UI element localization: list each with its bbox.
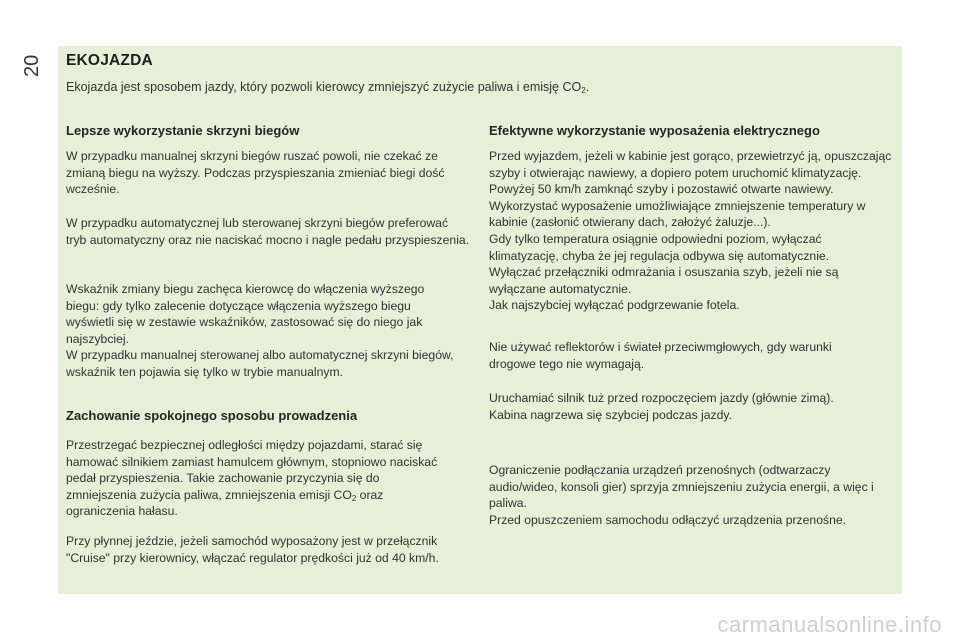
electrical-line: Wykorzystać wyposażenie umożliwiające zmniejszenie temperatury w kabinie (zasłonić otwierany dach, założyć żaluzje...). bbox=[489, 198, 866, 230]
gear-indicator-note: W przypadku manualnej sterowanej albo automatycznej skrzyni biegów, wskaźnik ten pojawia się tylko w trybie manualnym. bbox=[66, 348, 454, 379]
devices-line: Przed opuszczeniem samochodu odłączyć urządzenia przenośne. bbox=[489, 512, 847, 527]
electrical-line: Wyłączać przełączniki odmrażania i osuszania szyb, jeżeli nie są wyłączane automatycznie. bbox=[489, 265, 839, 296]
devices-paragraph bbox=[489, 462, 894, 528]
section-heading-gearbox: Lepsze wykorzystanie skrzyni biegów bbox=[66, 123, 300, 138]
driving-paragraph-1: Przestrzegać bezpiecznej odległości między pojazdami, starać się hamować silnikiem zamiast hamulcem głównym, stopniowo naciskać pedał przyspieszenia. Takie zachowanie przyczynia się do zmniejszenia zużycia paliwa, zmniejszenia emisji $CO_2$ oraz ograniczenia hałasu. bbox=[66, 438, 438, 519]
electrical-line: Jak najszybciej wyłączać podgrzewanie fotela. bbox=[489, 298, 740, 313]
lights-paragraph: Nie używać reflektorów i świateł przeciwmgłowych, gdy warunki drogowe tego nie wymagają. bbox=[489, 340, 832, 371]
gearbox-paragraph-1: W przypadku manualnej skrzyni biegów ruszać powoli, nie czekać ze zmianą biegu na wyższy. Podczas przyspieszania zmieniać biegi dość wcześnie. bbox=[66, 149, 445, 197]
intro-text: Ekojazda jest sposobem jazdy, który pozwoli kierowcy zmniejszyć zużycie paliwa i emisję $CO_2$. bbox=[66, 80, 590, 95]
gearbox-paragraph-3 bbox=[66, 281, 456, 381]
devices-line: Ograniczenie podłączania urządzeń przenośnych (odtwarzaczy audio/wideo, konsoli gier) sprzyja zmniejszeniu zużycia energii, a więc i paliwa. bbox=[489, 463, 874, 511]
section-heading-electrical: Efektywne wykorzystanie wyposażenia elektrycznego bbox=[489, 123, 820, 138]
page-title: EKOJAZDA bbox=[66, 52, 153, 69]
gear-indicator-text: Wskaźnik zmiany biegu zachęca kierowcę do włączenia wyższego biegu: gdy tylko zalecenie dotyczące włączenia wyższego biegu wyświetli się w zestawie wskaźników, zastosować się do niego jak najszybciej. bbox=[66, 282, 425, 346]
page-number: 20 bbox=[21, 54, 43, 77]
section-heading-driving: Zachowanie spokojnego sposobu prowadzenia bbox=[66, 408, 358, 423]
electrical-line: Gdy tylko temperatura osiągnie odpowiedni poziom, wyłączać klimatyzację, chyba że jej regulacja odbywa się automatycznie. bbox=[489, 231, 830, 263]
engine-start-line: Uruchamiać silnik tuż przed rozpoczęciem jazdy (głównie zimą). bbox=[489, 391, 834, 405]
driving-paragraph-2: Przy płynnej jeździe, jeżeli samochód wyposażony jest w przełącznik "Cruise" przy kierownicy, włączać regulator prędkości już od 40 km/h. bbox=[66, 534, 439, 565]
electrical-paragraph-1 bbox=[489, 148, 894, 314]
engine-start-line: Kabina nagrzewa się szybciej podczas jazdy. bbox=[489, 407, 732, 422]
watermark: carmanualsonline.info bbox=[717, 612, 942, 637]
electrical-line: Przed wyjazdem, jeżeli w kabinie jest gorąco, przewietrzyć ją, opuszczając szyby i otwierając nawiewy, a dopiero potem uruchomić klimatyzację. bbox=[489, 149, 892, 180]
electrical-line: Powyżej 50 km/h zamknąć szyby i pozostawić otwarte nawiewy. bbox=[489, 182, 834, 197]
gearbox-paragraph-2: W przypadku automatycznej lub sterowanej skrzyni biegów preferować tryb automatyczny oraz nie naciskać mocno i nagle pedału przyspieszenia. bbox=[66, 216, 470, 247]
engine-start-paragraph bbox=[489, 390, 889, 423]
